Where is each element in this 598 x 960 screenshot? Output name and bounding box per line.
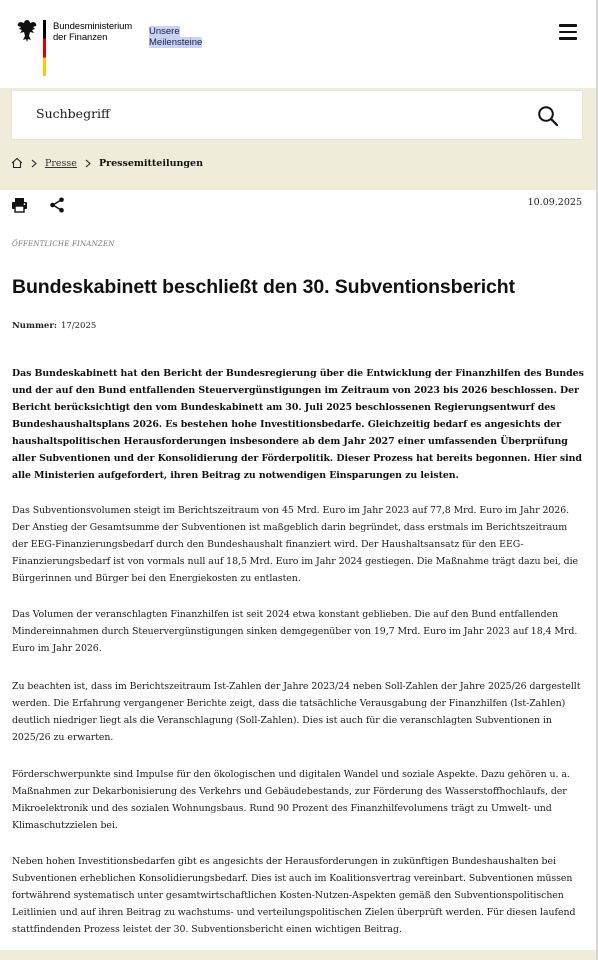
printer-icon[interactable] [11, 197, 28, 213]
federal-eagle-logo[interactable] [16, 18, 38, 44]
flag-bar [43, 20, 46, 76]
search-icon[interactable] [537, 105, 559, 127]
footer-band [0, 950, 598, 960]
breadcrumb-current: Pressemitteilungen [98, 157, 203, 169]
article-paragraph: Zu beachten ist, dass im Berichtszeitraum Ist-Zahlen der Jahre 2023/24 neben Soll-Zahlen der Jahre 2025/26 dargestellt werden. Die Erfahrung vergangener Berichte zeigt, dass die tatsächliche Verausgabung der Finanzhilfen (Ist-Zahlen) deutlich niedriger liegt als die Veranschlagung (Soll-Zahlen). Dies ist auch für die veranschlagten Subventionen in 2025/26 zu erwarten. [12, 681, 581, 743]
milestones-link-line1: Unsere [149, 26, 180, 37]
article-paragraph: Neben hohen Investitionsbedarfen gibt es angesichts der Herausforderungen in zukünftigen Bundeshaushalten bei Subventionen erheblichen Konsolidierungsbedarf. Dies ist auch im Koalitionsvertrag vereinbart. Subventionen müssen fortwährend systematisch unter gesamtwirtschaftlichen Kosten-Nutzen-Aspekten gemäß den Subventionspolitischen Leitlinien und auf ihren Beitrag zu wachstums- und verteilungspolitischen Zielen überprüft werden. Für diesen laufend stattfindenden Prozess leistet der 30. Subventionsbericht einen wichtigen Beitrag. [12, 856, 576, 935]
chevron-right-icon [31, 159, 37, 168]
article-lead: Das Bundeskabinett hat den Bericht der Bundesregierung über die Entwicklung der Finanzhilfen des Bundes und der auf den Bund entfallenden Steuervergünstigungen im Zeitraum von 2023 bis 2026 beschlossen. Der Bericht berücksichtigt den vom Bundeskabinett am 30. Juli 2025 beschlossenen Regierungsentwurf des Bundeshaushaltsplans 2026. Es bestehen hohe Investitionsbedarfe. Gleichzeitig bedarf es angesichts der haushaltspolitischen Herausforderungen insbesondere ab dem Jahr 2027 einer umfassenden Überprüfung aller Subventionen und der Konsolidierung der Förderpolitik. Dieser Prozess hat bereits begonnen. Hier sind alle Ministerien aufgefordert, ihren Beitrag zu notwendigen Einsparungen zu leisten. [12, 368, 584, 481]
article-category: ÖFFENTLICHE FINANZEN [12, 240, 115, 248]
ministry-name-line1: Bundesministerium [53, 21, 133, 32]
breadcrumb [11, 156, 203, 170]
publication-date: 10.09.2025 [527, 197, 582, 208]
hamburger-menu-icon[interactable] [559, 24, 577, 39]
home-icon[interactable] [11, 157, 23, 169]
article-paragraph: Förderschwerpunkte sind Impulse für den ökologischen und digitalen Wandel und soziale Aspekte. Dazu gehören u. a. Maßnahmen zur Dekarbonisierung des Verkehrs und Gebäudebestands, zur Förderung des Wasserstoffhochlaufs, der Mikroelektronik und des sozialen Wohnungsbaus. Rund 90 Prozent des Finanzhilfevolumens trägt zu Umwelt- und Klimaschutzzielen bei. [12, 769, 570, 831]
chevron-right-icon [85, 159, 91, 168]
eagle-icon [16, 18, 38, 44]
search-input[interactable]: Suchbegriff [36, 106, 110, 121]
share-icon[interactable] [49, 197, 65, 213]
ministry-name-line2: der Finanzen [53, 32, 108, 43]
site-header [0, 0, 598, 88]
ministry-name[interactable] [53, 21, 132, 43]
milestones-link[interactable] [149, 26, 202, 48]
press-release-number [12, 321, 96, 331]
number-value: 17/2025 [60, 321, 97, 331]
number-label: Nummer: [12, 321, 57, 331]
article-paragraph: Das Subventionsvolumen steigt im Berichtszeitraum von 45 Mrd. Euro im Jahr 2023 auf 77,8 Mrd. Euro im Jahr 2026. Der Anstieg der Gesamtsumme der Subventionen ist maßgeblich darin begründet, dass erstmals im Berichtszeitraum der EEG-Finanzierungsbedarf durch den Bundeshaushalt finanziert wird. Der Haushaltsansatz für den EEG-Finanzierungsbedarf ist von vormals null auf 18,5 Mrd. Euro im Jahr 2024 gestiegen. Die Maßnahme trägt dazu bei, die Bürgerinnen und Bürger bei den Energiekosten zu entlasten. [12, 505, 579, 584]
article-paragraph: Das Volumen der veranschlagten Finanzhilfen ist seit 2024 etwa konstant geblieben. Die auf den Bund entfallenden Mindereinnahmen durch Steuervergünstigungen sinken demgegenüber von 19,7 Mrd. Euro im Jahr 2023 auf 18,4 Mrd. Euro im Jahr 2026. [12, 609, 578, 654]
milestones-link-line2: Meilensteine [149, 37, 203, 48]
breadcrumb-link-presse[interactable]: Presse [45, 157, 77, 169]
article-title: Bundeskabinett beschließt den 30. Subventionsbericht [12, 276, 515, 298]
